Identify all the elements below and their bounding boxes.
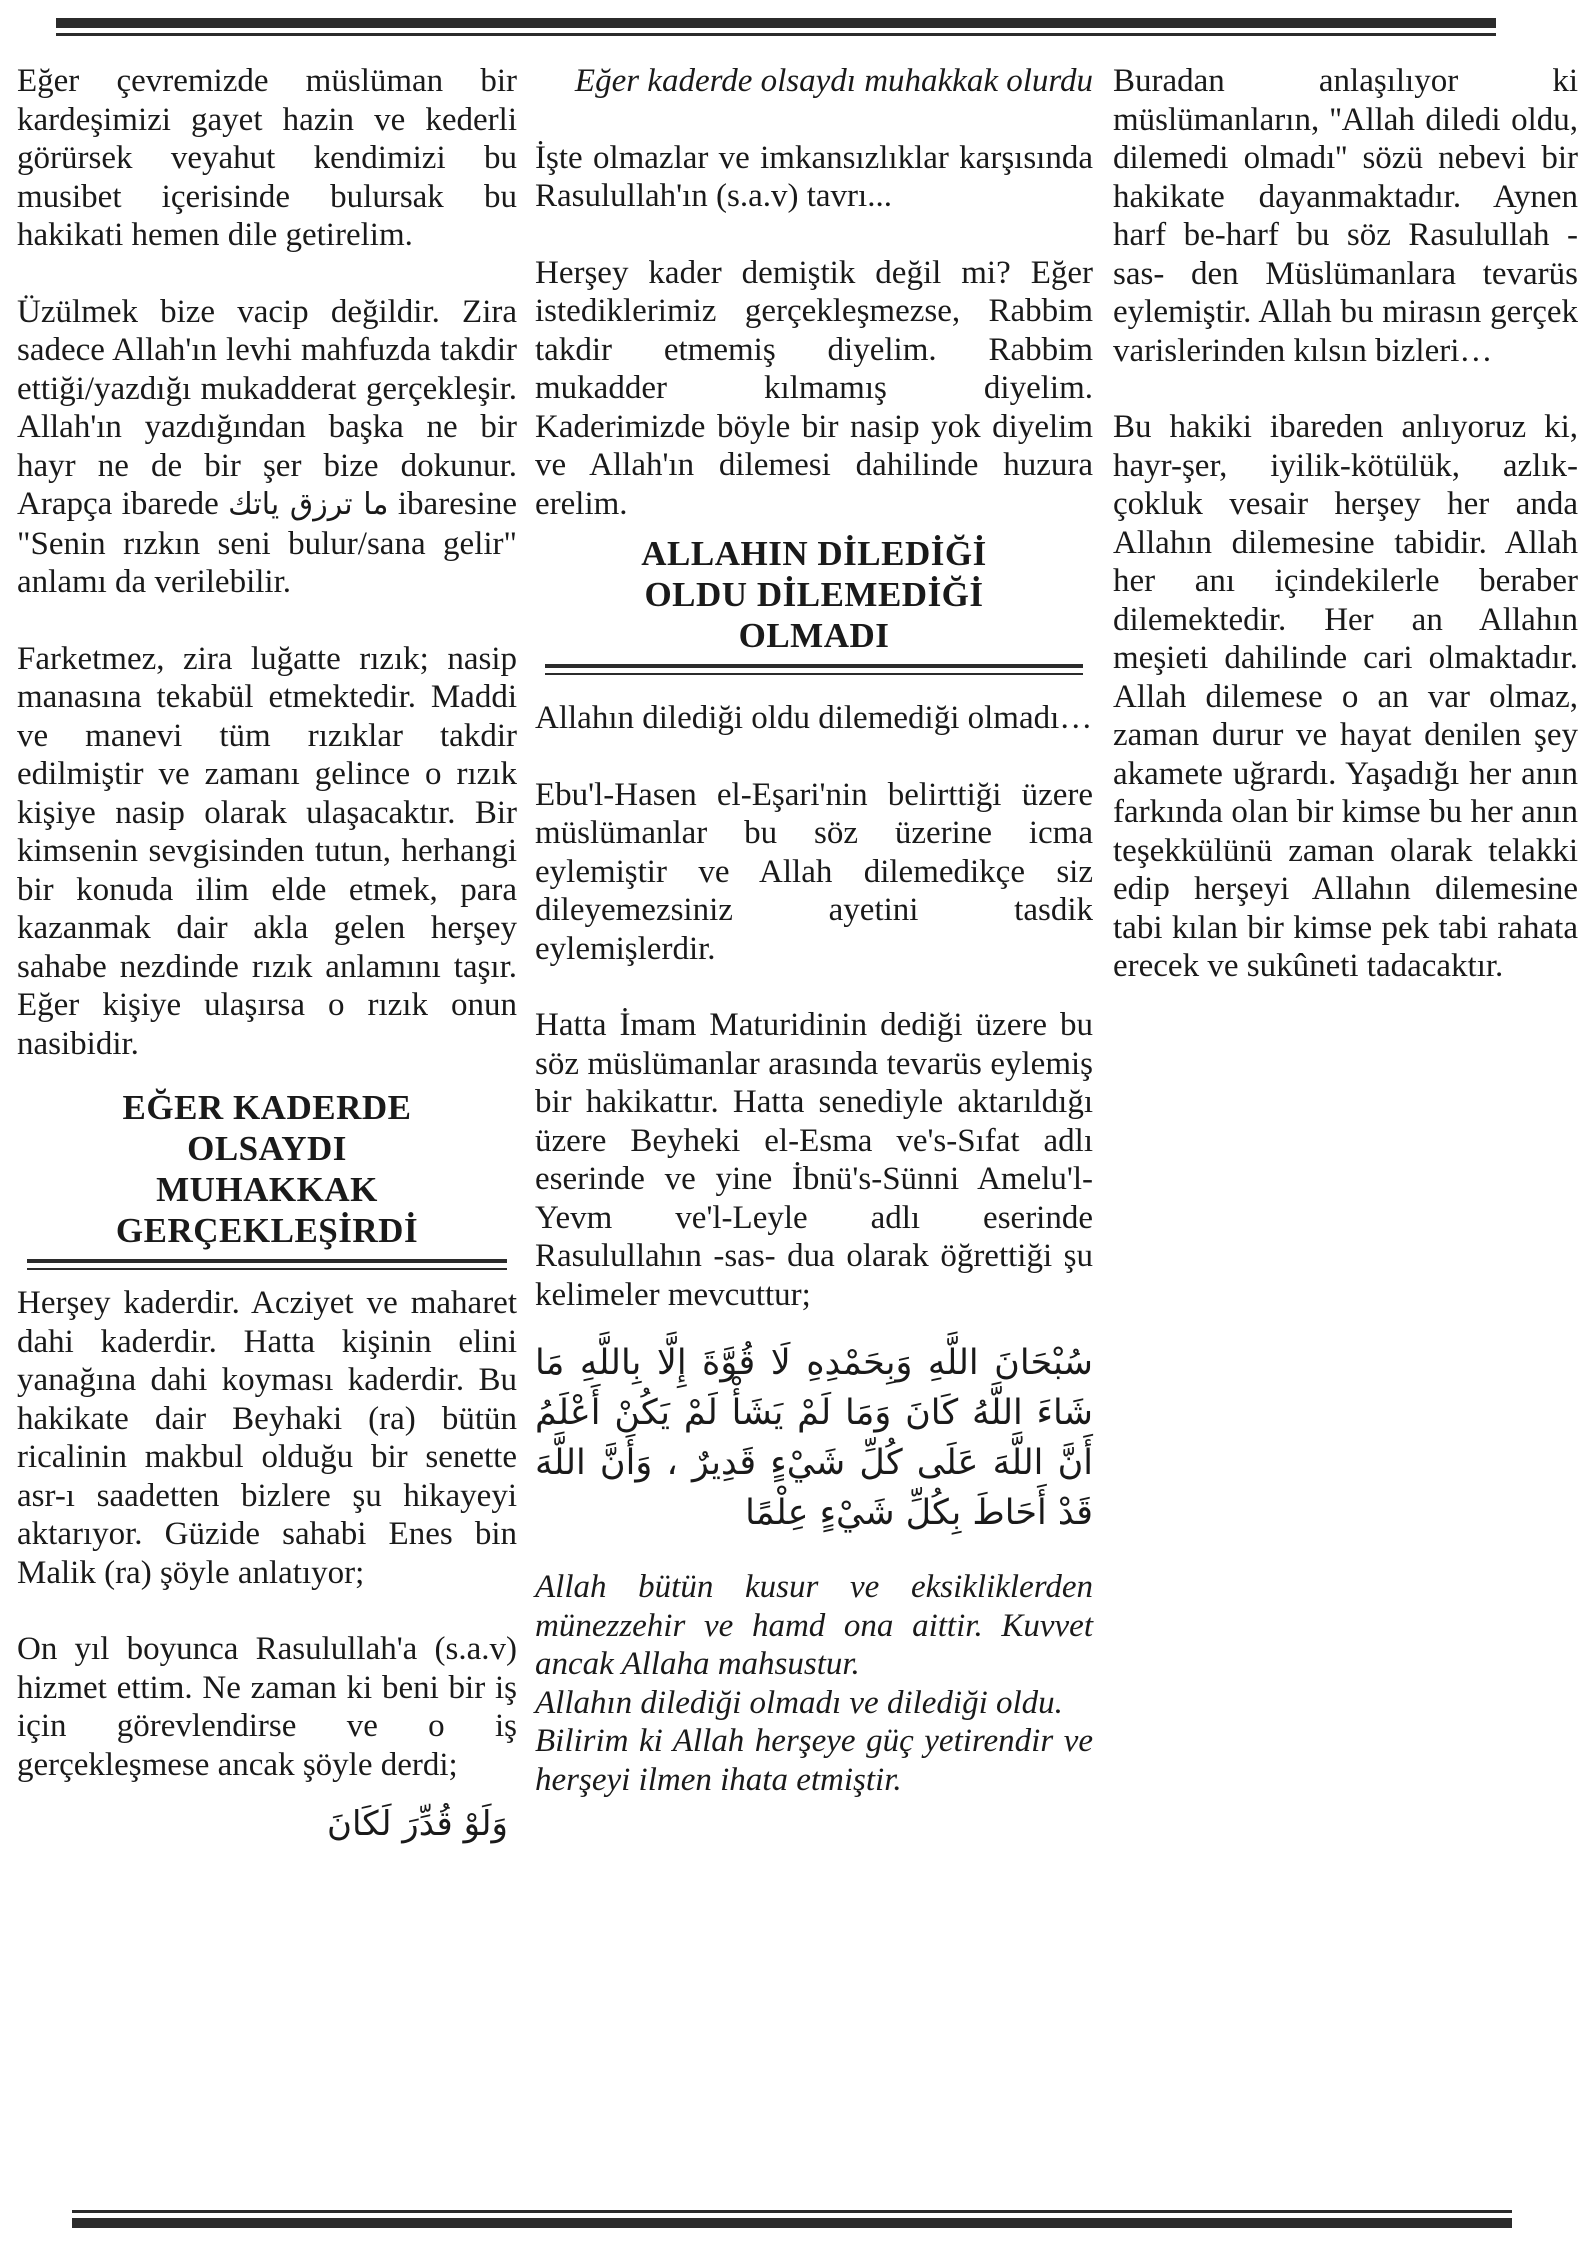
col1-paragraph-4: Herşey kaderdir. Acziyet ve maharet dahi kaderdir. Hatta kişinin elini yanağına dahi koyması kaderdir. Bu hakikate dair Beyhaki (ra) bütün ricalinin makbul olduğu bir senette asr-ı saadetten bizlere şu hikayeyi aktarıyor. Güzide sahabi Enes bin Malik (ra) şöyle anlatıyor; <box>17 1285 517 1591</box>
col2-italic-line-3: Bilirim ki Allah herşeye güç yetirendir ve herşeyi ilmen ihata etmiştir. <box>535 1723 1093 1798</box>
top-rule-thick <box>56 18 1496 28</box>
col2-italic-line-1: Allah bütün kusur ve eksikliklerden münezzehir ve hamd ona aittir. Kuvvet ancak Allaha mahsustur. <box>535 1569 1093 1682</box>
col2-paragraph-5: Ebu'l-Hasen el-Eşari'nin belirttiği üzere müslümanlar bu söz üzerine icma eylemiştir ve Allah dilemedikçe siz dileyemezsiniz ayetini tasdik eylemişlerdir. <box>535 776 1093 967</box>
col1-arabic-phrase: وَلَوْ قُدِّرَ لَكَانَ <box>327 1804 508 1844</box>
col2-paragraph-2: İşte olmazlar ve imkansızlıklar karşısında Rasulullah'ın (s.a.v) tavrı... <box>535 139 1093 214</box>
col2-paragraph-4: Allahın dilediği oldu dilemediği olmadı… <box>535 700 1093 736</box>
col3-paragraph-1: Buradan anlaşılıyor ki müslümanların, ''Allah diledi oldu, dilemedi olmadı'' sözü nebevi bir hakikate dayanmaktadır. Aynen harf be-harf bu söz Rasulullah -sas- den Müslümanlara tevarüs eylemiştir. Allah bu mirasın gerçek varislerinden kılsın bizleri… <box>1113 63 1578 369</box>
col3-paragraph-2: Bu hakiki ibareden anlıyoruz ki, hayr-şer, iyilik-kötülük, azlık-çokluk vesair herşey her anda Allahın dilemesine tabidir. Allah her anı içindekilerle beraber dilemektedir. Her an Allahın meşieti dahilinde cari olmaktadır. Allah dilemese o an var olmaz, zaman durur ve hayat denilen şey akamete uğrardı. Yaşadığı her anın farkında olan bir kimse bu her anın teşekkülünü zaman olarak telakki edip herşeyi Allahın dilemesine tabi kılan bir kimse pek tabi rahata erecek ve sukûneti tadacaktır. <box>1113 409 1578 984</box>
col2-italic-line-2: Allahın dilediği olmadı ve dilediği oldu. <box>535 1684 1063 1721</box>
col2-paragraph-3: Herşey kader demiştik değil mi? Eğer istediklerimiz gerçekleşmezse, Rabbim takdir etmemiş diyelim. Rabbim mukadder kılmamış diyelim. Kaderimizde böyle bir nasip yok diyelim ve Allah'ın dilemesi dahilinde huzura erelim. <box>535 254 1093 522</box>
col1-arabic-inline: ما ترزق ياتك <box>228 487 389 522</box>
col2-arabic-dua: سُبْحَانَ اللَّهِ وَبِحَمْدِهِ لَا قُوَّةَ إِلَّا بِاللَّهِ مَا شَاءَ اللَّهُ كَانَ وَمَا لَمْ يَشَأْ لَمْ يَكُنْ أَعْلَمُ أَنَّ اللَّهَ عَلَى كُلِّ شَيْءٍ قَدِيرٌ ، وَأَنَّ اللَّهَ قَدْ أَحَاطَ بِكُلِّ شَيْءٍ عِلْمًا <box>535 1343 1093 1533</box>
col2-italic-quote: Eğer kaderde olsaydı muhakkak olurdu <box>574 63 1093 99</box>
col1-paragraph-1: Eğer çevremizde müslüman bir kardeşimizi gayet hazin ve kederli görürsek veyahut kendimizi bu musibet içerisinde bulursak bu hakikati hemen dile getirelim. <box>17 63 517 253</box>
column-3 <box>1113 62 1578 1024</box>
col2-paragraph-6: Hatta İmam Maturidinin dediği üzere bu söz müslümanlar arasında tevarüs eylemiş bir hakikattır. Hatta senediyle aktarıldığı üzere Beyheki el-Esma ve's-Sıfat adlı eserinde ve yine İbnü's-Sünni Amelu'l-Yevm ve'l-Leyle adlı eserinde Rasulullahın -sas- dua olarak öğrettiği şu kelimeler mevcuttur; <box>535 1007 1093 1313</box>
col1-paragraph-2 <box>17 293 517 602</box>
col2-heading-rule <box>545 664 1083 675</box>
top-rule-thin <box>56 33 1496 36</box>
col1-paragraph-5: On yıl boyunca Rasulullah'a (s.a.v) hizmet ettim. Ne zaman ki beni bir iş için görevlendirse ve o iş gerçekleşmese ancak şöyle derdi; <box>17 1631 517 1783</box>
column-1 <box>17 62 517 1846</box>
column-2 <box>535 62 1093 1799</box>
col1-heading-rule <box>27 1259 507 1270</box>
col1-paragraph-2-part-b: ibaresine "Senin rızkın seni bulur/sana gelir" anlamı da verilebilir. <box>17 486 517 600</box>
bottom-rule-thin <box>72 2210 1512 2213</box>
col1-section-heading: EĞER KADERDE OLSAYDI MUHAKKAK GERÇEKLEŞİRDİ <box>115 1088 419 1250</box>
bottom-rule-thick <box>72 2218 1512 2228</box>
col2-section-heading: ALLAHIN DİLEDİĞİ OLDU DİLEMEDİĞİ OLMADI <box>641 534 987 655</box>
col1-paragraph-3: Farketmez, zira luğatte rızık; nasip manasına tekabül etmektedir. Maddi ve manevi tüm rızıklar takdir edilmiştir ve zamanı gelince o rızık kişiye nasip olarak ulaşacaktır. Bir kimsenin sevgisinden tutun, herhangi bir konuda ilim elde etmek, para kazanmak dair akla gelen herşey sahabe nezdinde rızık anlamını taşır. Eğer kişiye ulaşırsa o rızık onun nasibidir. <box>17 640 517 1062</box>
col2-italic-translation <box>535 1568 1093 1799</box>
col1-paragraph-2-part-a: Üzülmek bize vacip değildir. Zira sadece Allah'ın levhi mahfuzda takdir ettiği/yazdığı mukadderat gerçekleşir. Allah'ın yazdığından başka ne bir hayr ne de bir şer bize dokunur. Arapça ibarede <box>17 293 517 522</box>
